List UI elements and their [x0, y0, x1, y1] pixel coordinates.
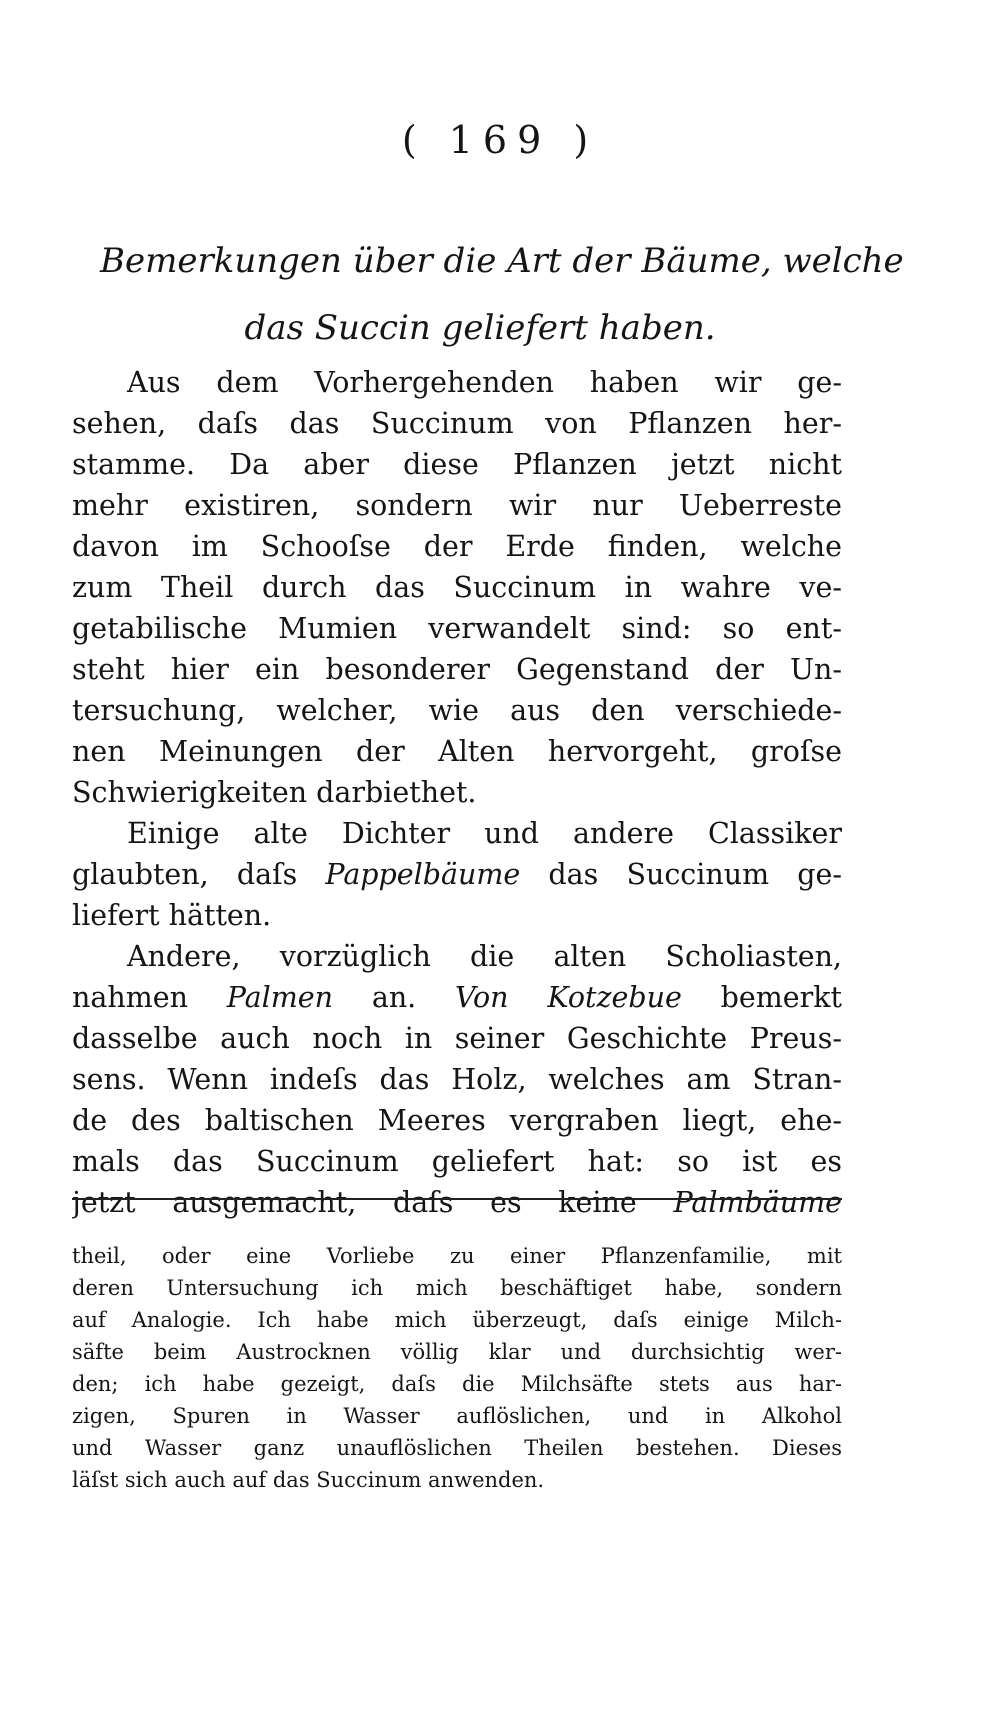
text-segment: Schwierigkeiten darbiethet.	[72, 776, 477, 809]
text-segment: glaubten, daſs	[72, 858, 326, 891]
text-segment: mals das Succinum geliefert hat: so ist es	[72, 1145, 842, 1178]
footnote-line: den; ich habe gezeigt, daſs die Milchsäfte stets aus har-	[72, 1372, 842, 1396]
footnote-line: säfte beim Austrocknen völlig klar und durchsichtig wer-	[72, 1340, 842, 1364]
footnote-line: läſst sich auch auf das Succinum anwenden.	[72, 1468, 545, 1492]
text-segment: de des baltischen Meeres vergraben liegt, ehe-	[72, 1104, 842, 1137]
page-number: ( 169 )	[401, 118, 599, 162]
body-line	[72, 1059, 842, 1100]
body-line	[72, 649, 842, 690]
footnote-text	[72, 1240, 842, 1496]
text-segment: an.	[333, 981, 456, 1014]
text-segment: bemerkt	[681, 981, 842, 1014]
heading-line: Bemerkungen über die Art der Bäume, welche	[100, 241, 904, 281]
italic-term: Von Kotzebue	[455, 981, 682, 1014]
text-segment: getabilische Mumien verwandelt sind: so ent-	[72, 612, 842, 645]
text-segment: nahmen	[72, 981, 227, 1014]
text-segment: tersuchung, welcher, wie aus den verschiede-	[72, 694, 842, 727]
footnote-line: theil, oder eine Vorliebe zu einer Pflanzenfamilie, mit	[72, 1244, 842, 1268]
body-line	[72, 485, 842, 526]
italic-term: Pappelbäume	[325, 858, 521, 891]
italic-term: Palmbäume	[673, 1186, 842, 1219]
body-line	[72, 567, 842, 608]
footnote-line: deren Untersuchung ich mich beschäftiget habe, sondern	[72, 1276, 842, 1300]
footnote-line: auf Analogie. Ich habe mich überzeugt, daſs einige Milch-	[72, 1308, 842, 1332]
text-segment: stamme. Da aber diese Pflanzen jetzt nicht	[72, 448, 842, 481]
text-segment: Aus dem Vorhergehenden haben wir ge-	[127, 366, 842, 399]
text-segment: Andere, vorzüglich die alten Scholiasten,	[127, 940, 842, 973]
body-line	[72, 1018, 842, 1059]
body-line	[72, 526, 842, 567]
body-line	[72, 444, 842, 485]
body-text	[72, 362, 842, 1223]
body-line	[72, 895, 842, 936]
text-segment: davon im Schooſse der Erde finden, welche	[72, 530, 842, 563]
footnote-divider	[72, 1198, 842, 1200]
section-heading	[100, 228, 904, 362]
text-segment: jetzt ausgemacht, daſs es keine	[72, 1186, 674, 1219]
body-line	[72, 690, 842, 731]
text-segment: sens. Wenn indeſs das Holz, welches am Stran-	[72, 1063, 842, 1096]
text-segment: mehr existiren, sondern wir nur Ueberreste	[72, 489, 842, 522]
text-segment: steht hier ein besonderer Gegenstand der Un-	[72, 653, 842, 686]
body-line	[72, 362, 842, 403]
text-segment: nen Meinungen der Alten hervorgeht, groſse	[72, 735, 842, 768]
body-line	[72, 1141, 842, 1182]
text-segment: liefert hätten.	[72, 899, 272, 932]
body-line	[72, 731, 842, 772]
body-line	[72, 977, 842, 1018]
text-segment: sehen, daſs das Succinum von Pflanzen her-	[72, 407, 842, 440]
text-segment: dasselbe auch noch in seiner Geschichte Preus-	[72, 1022, 842, 1055]
body-line	[72, 772, 842, 813]
body-line	[72, 608, 842, 649]
text-segment: das Succinum ge-	[520, 858, 842, 891]
footnote-line: und Wasser ganz unauflöslichen Theilen bestehen. Dieses	[72, 1436, 842, 1460]
italic-term: Palmen	[226, 981, 334, 1014]
text-segment: zum Theil durch das Succinum in wahre ve-	[72, 571, 842, 604]
body-line	[72, 1182, 842, 1223]
body-line	[72, 403, 842, 444]
heading-line: das Succin geliefert haben.	[244, 308, 716, 348]
text-segment: Einige alte Dichter und andere Classiker	[127, 817, 842, 850]
body-line	[72, 813, 842, 854]
body-line	[72, 854, 842, 895]
footnote-line: zigen, Spuren in Wasser auflöslichen, und in Alkohol	[72, 1404, 842, 1428]
body-line	[72, 1100, 842, 1141]
body-line	[72, 936, 842, 977]
